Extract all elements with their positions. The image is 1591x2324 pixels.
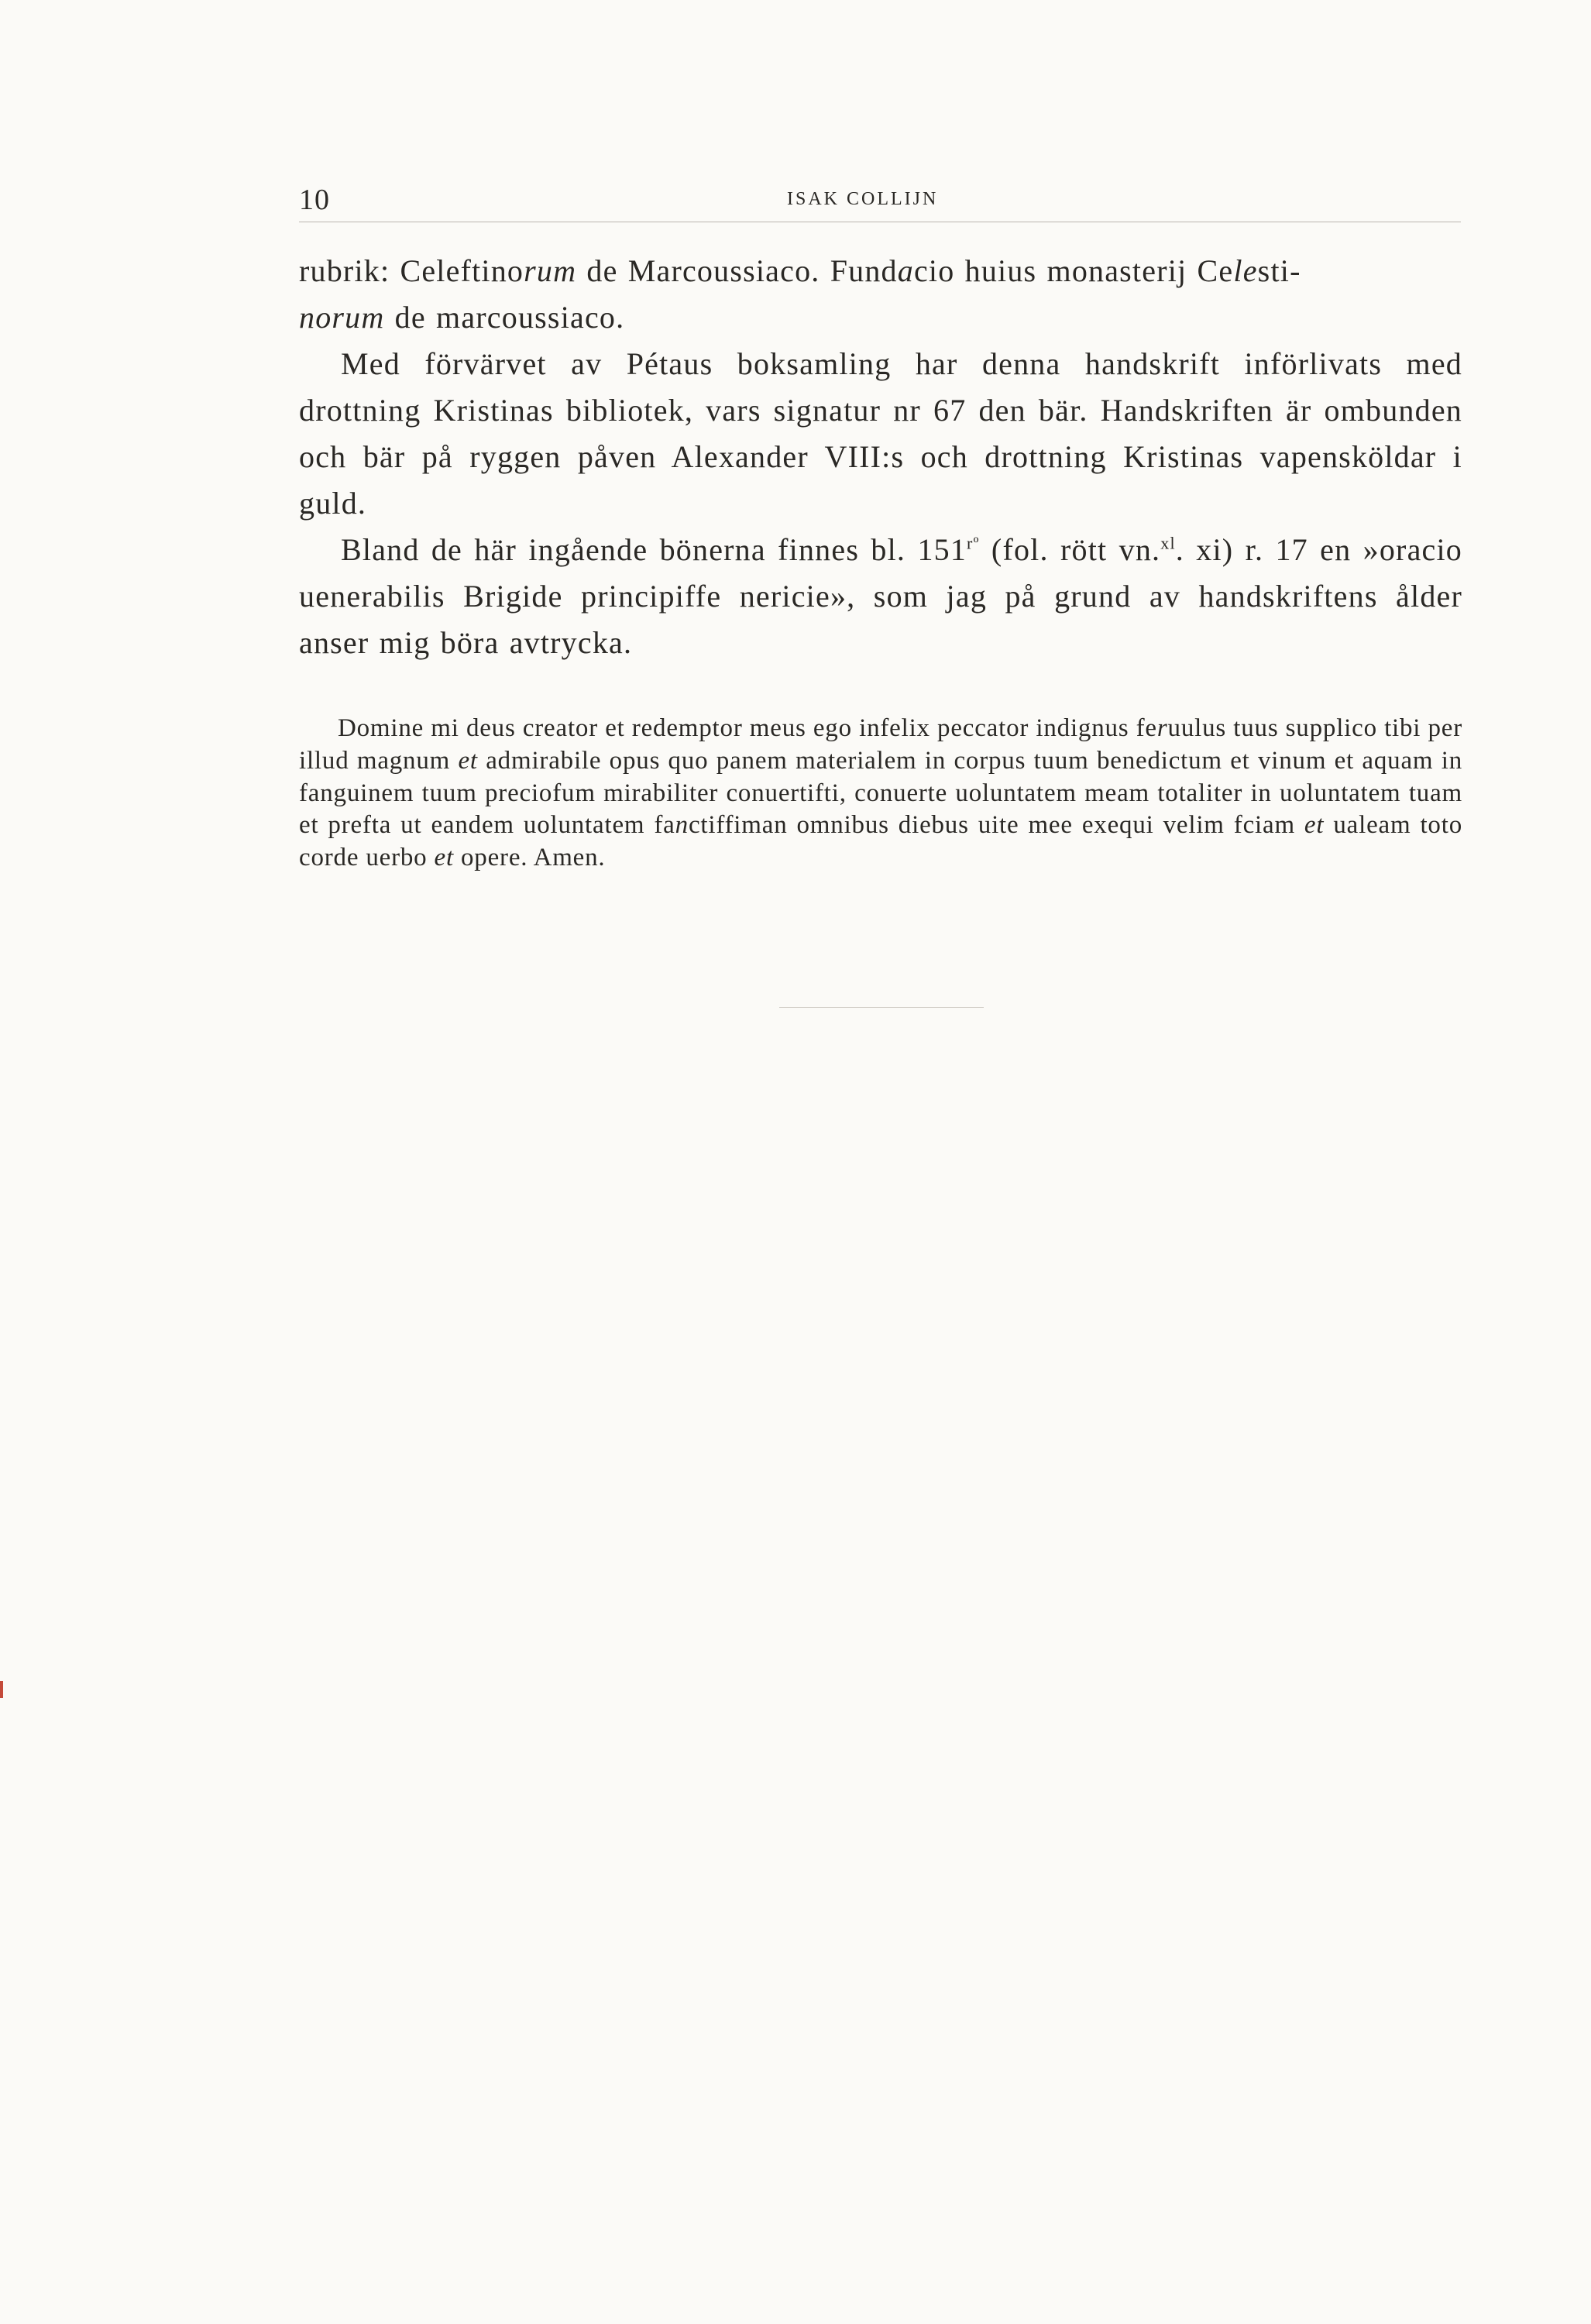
page-number: 10: [299, 184, 330, 216]
running-head: ISAK COLLIJN: [787, 189, 939, 209]
paragraph-acquisition: Med förvärvet av Pétaus boksamling har denna handskrift införlivats med drottning Kristinas bibliotek, vars signatur nr 67 den bär. Handskriften är ombunden och bär på ryggen påven Alexander VIII:s och drottning Kristinas vapensköldar i guld.: [299, 346, 1462, 521]
paragraph-rubrik: rubrik: Celeftinorum de Marcoussiaco. Fundacio huius monasterij Celesti- norum de marcoussiaco.: [299, 253, 1301, 335]
page-header: [299, 183, 1461, 222]
latin-prayer: [299, 713, 1462, 875]
body-text: [299, 248, 1462, 666]
prayer-paragraph: Domine mi deus creator et redemptor meus ego infelix peccator indignus feruulus tuus supplico tibi per illud magnum et admirabile opus quo panem materialem in corpus tuum benedictum et vinum et aquam in fanguinem tuum preciofum mirabiliter conuertifti, conuerte uoluntatem meam totaliter in uoluntatem tuam et prefta ut eandem uoluntatem fanctiffiman omnibus diebus uite mee exequi velim fciam et ualeam toto corde uerbo et opere. Amen.: [299, 714, 1463, 872]
end-rule: [779, 1007, 984, 1008]
edge-mark: [0, 1681, 3, 1698]
paragraph-prayers: Bland de här ingående bönerna finnes bl. $151^{rº}$ (fol. rött vn.$^{xl}$. xi) r. 17 en »oracio uenerabilis Brigide principiffe nericie», som jag på grund av handskriftens ålder anser mig böra avtrycka.: [299, 532, 1462, 660]
